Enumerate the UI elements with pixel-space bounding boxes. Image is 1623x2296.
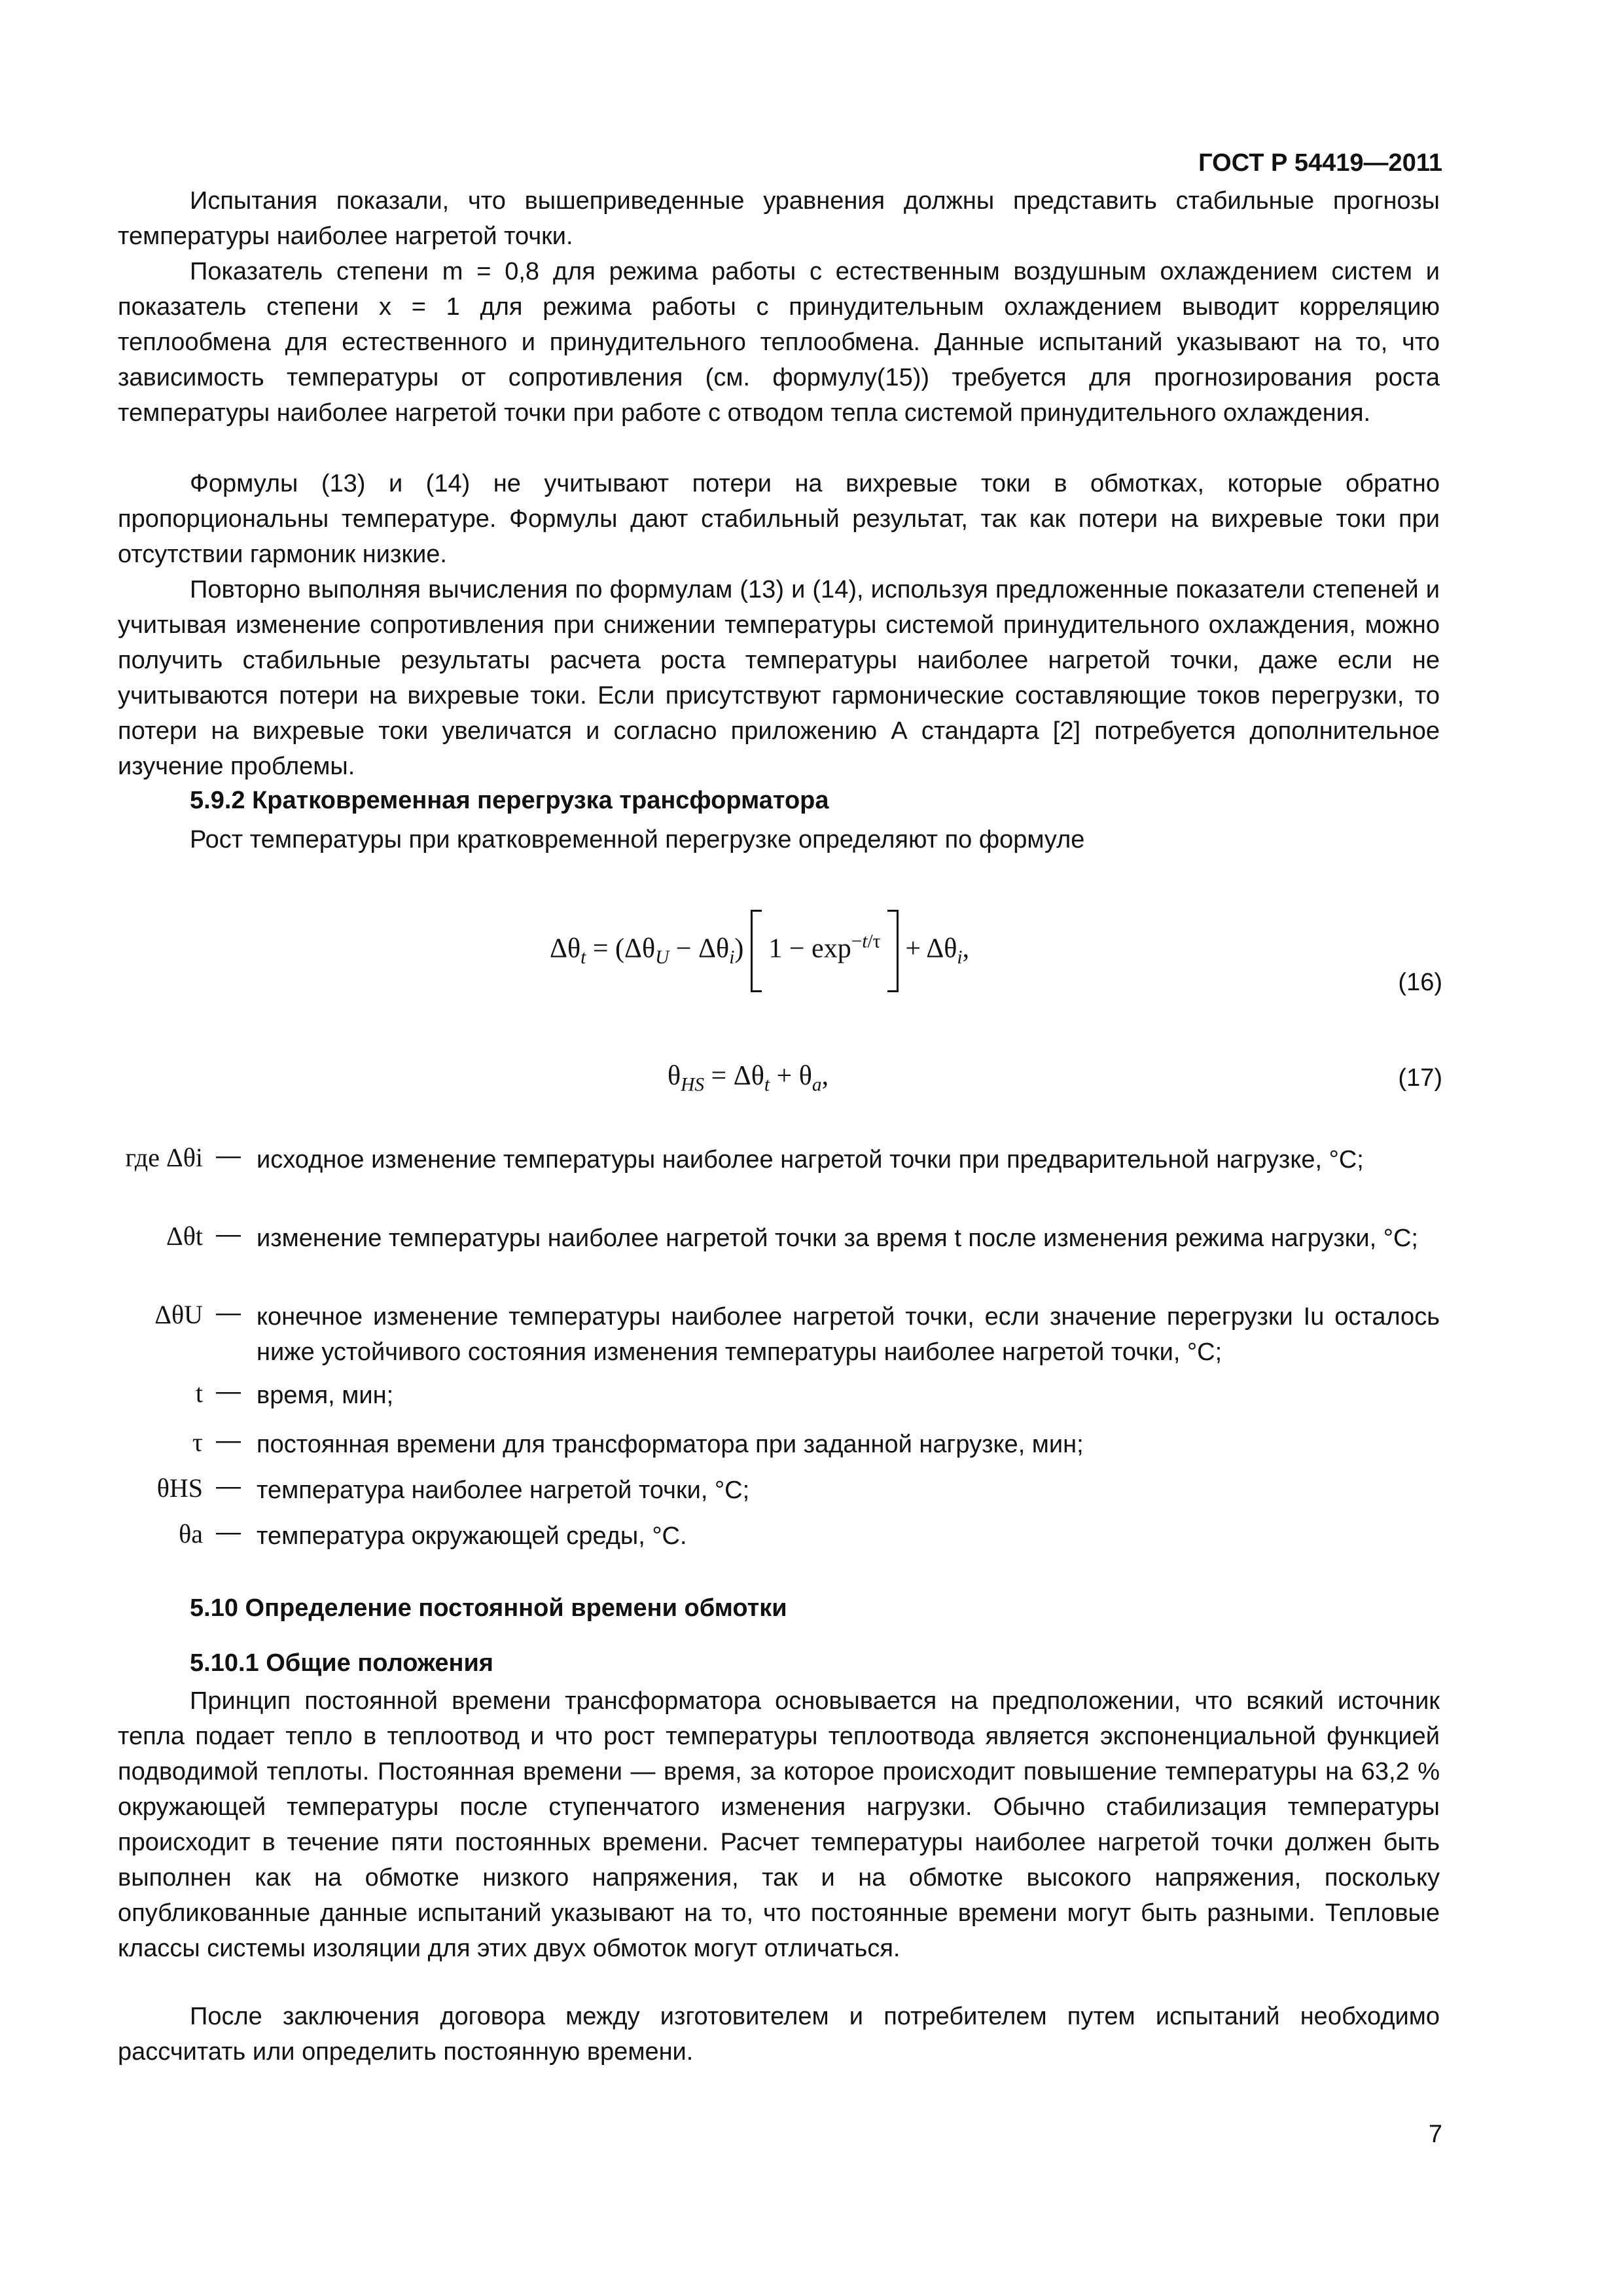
definition-text: постоянная времени для трансформатора при заданной нагрузке, мин; xyxy=(257,1431,1084,1458)
section-5-10-heading: 5.10 Определение постоянной времени обмотки xyxy=(190,1594,787,1622)
equation-number-17: (17) xyxy=(1398,1064,1442,1092)
formula-16: $\Delta\theta_t = (\Delta\theta_U - \Delta\theta_i) 1 - \exp^{-t/\tau} + \Delta\theta_i$, xyxy=(550,910,969,992)
document-header: ГОСТ Р 54419—2011 xyxy=(1198,149,1442,177)
paragraph-2: Показатель степени m = 0,8 для режима работы с естественным воздушным охлаждением систем и показатель степени x = 1 для режима работы с принудительным охлаждением выводит корреляцию теплообмена для естественного и принудительного теплообмена. Данные испытаний указывают на то, что зависимость температуры от сопротивления (см. формулу(15)) требуется для прогнозирования роста температуры наиболее нагретой точки при работе с отводом тепла системой принудительного охлаждения. xyxy=(118,258,1440,427)
definition-symbol: θHS xyxy=(156,1473,203,1503)
equation-number-16: (16) xyxy=(1398,969,1442,996)
paragraph-4: Повторно выполняя вычисления по формулам (13) и (14), используя предложенные показатели степеней и учитывая изменение сопротивления при снижении температуры системой принудительного охлаждения, можно получить стабильные результаты расчета роста температуры наиболее нагретой точки, даже если не учитываются потери на вихревые токи. Если присутствуют гармонические составляющие токов перегрузки, то потери на вихревые токи увеличатся и согласно приложению А стандарта [2] потребуется дополнительное изучение проблемы. xyxy=(118,576,1440,780)
definition-text: время, мин; xyxy=(257,1382,394,1409)
definition-symbol: где Δθi xyxy=(125,1143,203,1172)
paragraph-5-10-1b: После заключения договора между изготовителем и потребителем путем испытаний необходимо рассчитать или определить постоянную времени. xyxy=(118,2003,1440,2066)
formula-17: $\theta_{HS} = \Delta\theta_t + \theta_a$, xyxy=(668,1061,829,1096)
definition-dash: — xyxy=(216,1518,241,1546)
paragraph-5-10-1: Принцип постоянной времени трансформатора основывается на предположении, что всякий источник тепла подает тепло в теплоотвод и что рост температуры теплоотвода является экспоненциальной функцией подводимой теплоты. Постоянная времени — время, за которое происходит повышение температуры на 63,2 % окружающей температуры после ступенчатого изменения нагрузки. Обычно стабилизация температуры происходит в течение пяти постоянных времени. Расчет температуры наиболее нагретой точки должен быть выполнен как на обмотке низкого напряжения, так и на обмотке высокого напряжения, поскольку опубликованные данные испытаний указывают на то, что постоянные времени могут быть разными. Тепловые классы системы изоляции для этих двух обмоток могут отличаться. xyxy=(118,1687,1440,1962)
section-5-9-2-heading: 5.9.2 Кратковременная перегрузка трансформатора xyxy=(190,787,829,814)
definition-dash: — xyxy=(216,1221,241,1248)
definition-text: температура окружающей среды, °С. xyxy=(257,1522,687,1550)
definition-symbol: t xyxy=(195,1378,203,1408)
definition-dash: — xyxy=(216,1142,241,1170)
definition-text: исходное изменение температуры наиболее нагретой точки при предварительной нагрузке, °С; xyxy=(257,1146,1364,1174)
definition-dash: — xyxy=(216,1299,241,1327)
formula-intro: Рост температуры при кратковременной перегрузке определяют по формуле xyxy=(190,826,1085,853)
section-5-10-1-heading: 5.10.1 Общие положения xyxy=(190,1649,493,1677)
definition-symbol: θa xyxy=(179,1519,203,1549)
definition-dash: — xyxy=(216,1378,241,1405)
definition-dash: — xyxy=(216,1427,241,1454)
page-number: 7 xyxy=(1428,2121,1442,2148)
paragraph-3: Формулы (13) и (14) не учитывают потери на вихревые токи в обмотках, которые обратно пропорциональны температуре. Формулы дают стабильный результат, так как потери на вихревые токи при отсутствии гармоник низкие. xyxy=(118,470,1440,568)
definition-text: температура наиболее нагретой точки, °С; xyxy=(257,1477,750,1504)
paragraph-1: Испытания показали, что вышеприведенные уравнения должны представить стабильные прогнозы температуры наиболее нагретой точки. xyxy=(118,187,1440,250)
definition-symbol: ΔθU xyxy=(154,1300,203,1329)
definition-text: конечное изменение температуры наиболее нагретой точки, если значение перегрузки Iu осталось ниже устойчивого состояния изменения температуры наиболее нагретой точки, °С; xyxy=(257,1303,1440,1366)
definition-text: изменение температуры наиболее нагретой точки за время t после изменения режима нагрузки, °С; xyxy=(257,1225,1418,1252)
definition-symbol: Δθt xyxy=(166,1221,203,1251)
definition-symbol: τ xyxy=(192,1427,203,1457)
definition-dash: — xyxy=(216,1473,241,1500)
